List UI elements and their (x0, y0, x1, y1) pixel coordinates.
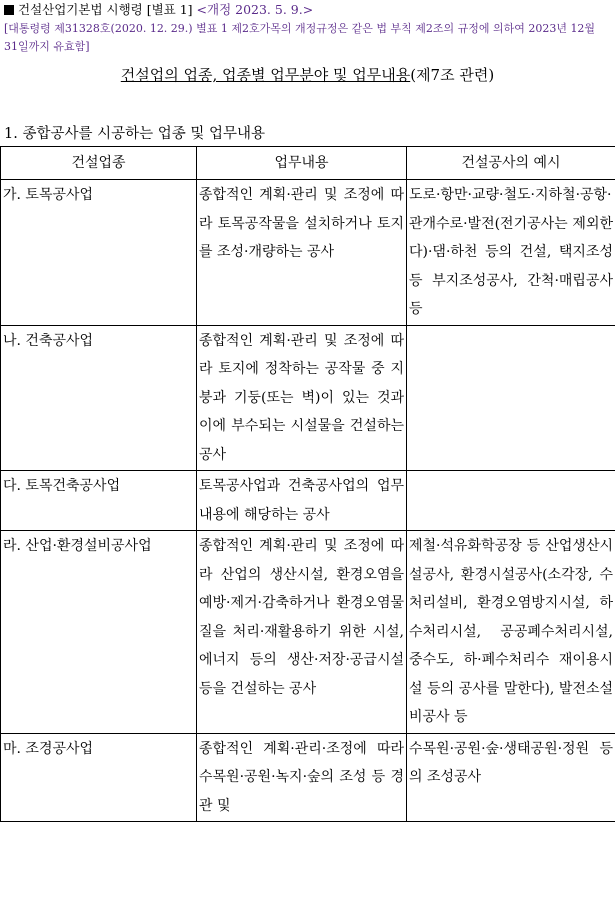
content-cell: 종합적인 계획·관리 및 조정에 따라 산업의 생산시설, 환경오염을 예방·제거·감축하거나 환경오염물질을 처리·재활용하기 위한 시설, 에너지 등의 생산·저장·공급시설 등을 건설하는 공사 (197, 531, 407, 734)
industry-cell: 마. 조경공사업 (1, 733, 197, 822)
content-cell: 종합적인 계획·관리 및 조정에 따라 토지에 정착하는 공작물 중 지붕과 기둥(또는 벽)이 있는 것과 이에 부수되는 시설물을 건설하는 공사 (197, 325, 407, 471)
examples-cell: 제철·석유화학공장 등 산업생산시설공사, 환경시설공사(소각장, 수처리설비, 환경오염방지시설, 하수처리시설, 공공폐수처리시설, 중수도, 하·폐수처리수 재이용시설 등의 공사를 말한다), 발전소설비공사 등 (407, 531, 615, 734)
examples-cell: 수목원·공원·숲·생태공원·정원 등의 조성공사 (407, 733, 615, 822)
examples-cell (407, 325, 615, 471)
content-cell: 종합적인 계획·관리 및 조정에 따라 토목공작물을 설치하거나 토지를 조성·개량하는 공사 (197, 180, 407, 326)
examples-cell (407, 471, 615, 531)
validity-note: [대통령령 제31328호(2020. 12. 29.) 별표 1 제2호가목의 개정규정은 같은 법 부칙 제2조의 규정에 의하여 2023년 12월 31일까지 유효함] (4, 22, 596, 53)
law-reference-line (4, 0, 313, 18)
revision-date: <개정 2023. 5. 9.> (196, 2, 314, 17)
square-bullet-icon (4, 5, 14, 15)
examples-cell: 도로·항만·교량·철도·지하철·공항·관개수로·발전(전기공사는 제외한다)·댐·하천 등의 건설, 택지조성 등 부지조성공사, 간척·매립공사 등 (407, 180, 615, 326)
document-title (0, 64, 615, 85)
industry-cell: 나. 건축공사업 (1, 325, 197, 471)
table-row (1, 733, 615, 822)
header-industry: 건설업종 (1, 147, 197, 180)
table-header-row (1, 147, 615, 180)
law-name: 건설산업기본법 시행령 [별표 1] (18, 2, 193, 17)
table-row (1, 471, 615, 531)
document-title-main: 건설업의 업종, 업종별 업무분야 및 업무내용 (120, 66, 411, 84)
industry-cell: 가. 토목공사업 (1, 180, 197, 326)
section-heading: 1. 종합공사를 시공하는 업종 및 업무내용 (4, 126, 265, 142)
industry-cell: 다. 토목건축공사업 (1, 471, 197, 531)
table-row (1, 180, 615, 326)
industry-table (0, 146, 615, 822)
industry-cell: 라. 산업·환경설비공사업 (1, 531, 197, 734)
document-title-suffix: (제7조 관련) (410, 66, 495, 84)
header-examples: 건설공사의 예시 (407, 147, 615, 180)
table-row (1, 325, 615, 471)
table-row (1, 531, 615, 734)
content-cell: 토목공사업과 건축공사업의 업무내용에 해당하는 공사 (197, 471, 407, 531)
content-cell: 종합적인 계획·관리·조정에 따라 수목원·공원·녹지·숲의 조성 등 경관 및 (197, 733, 407, 822)
header-content: 업무내용 (197, 147, 407, 180)
